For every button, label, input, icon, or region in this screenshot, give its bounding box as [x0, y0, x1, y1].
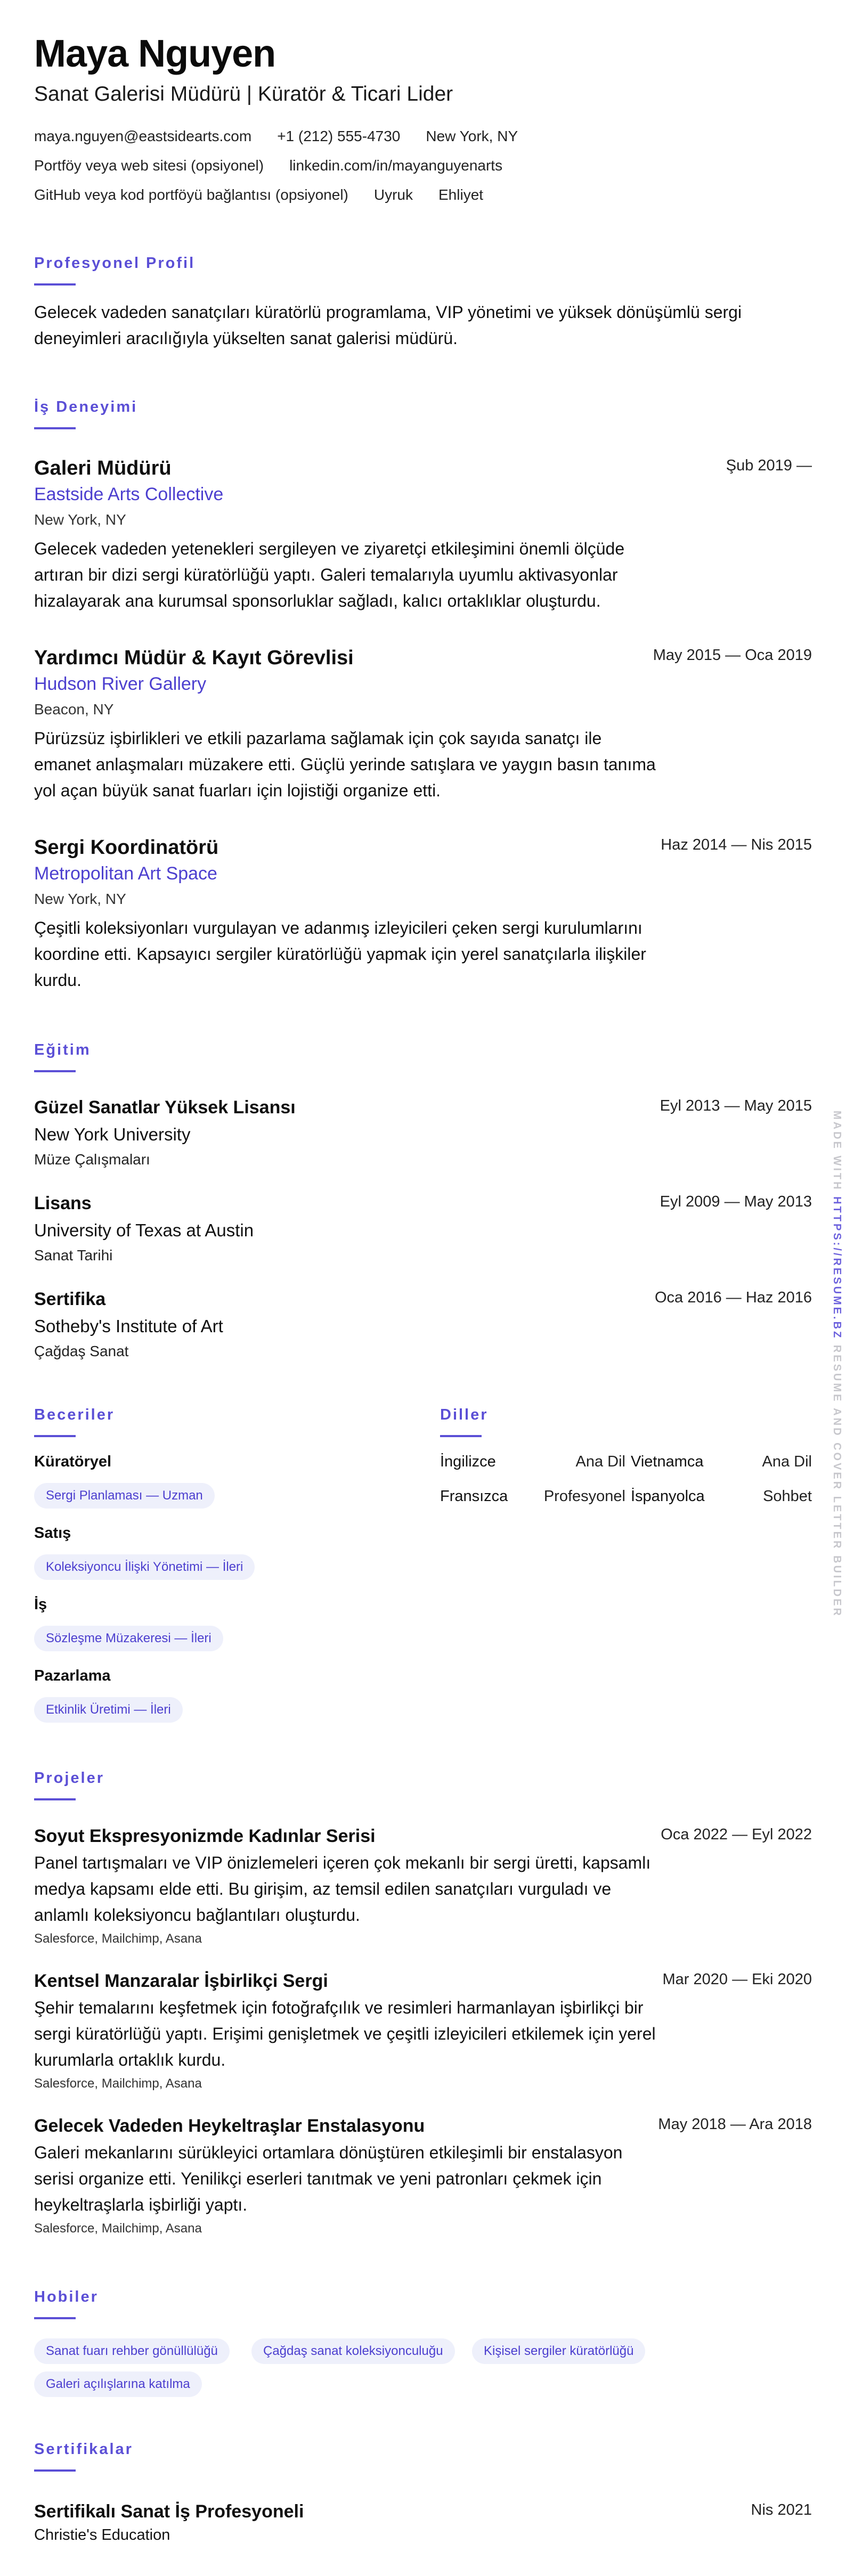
email-link[interactable]: maya.nguyen@eastsidearts.com [34, 128, 252, 144]
hobby-chip: Kişisel sergiler küratörlüğü [472, 2338, 645, 2364]
contact-row-primary [34, 128, 518, 145]
degree-title: Sertifika [34, 1289, 106, 1309]
section-rule [34, 283, 76, 286]
language-name: İspanyolca [631, 1488, 705, 1505]
section-rule [34, 2469, 76, 2472]
section-title-hobbies: Hobiler [34, 2288, 99, 2305]
section-rule [34, 427, 76, 429]
watermark-prefix: MADE WITH [831, 1111, 843, 1192]
job-location: New York, NY [34, 891, 126, 907]
certification-date: Nis 2021 [751, 2501, 812, 2518]
section-title-experience: İş Deneyimi [34, 398, 138, 415]
phone-number[interactable]: +1 (212) 555-4730 [277, 128, 401, 144]
section-rule [440, 1435, 482, 1437]
project-description: Panel tartışmaları ve VIP önizlemeleri içeren çok mekanlı bir sergi üretti, kapsamlı medya kapsamı elde etti. Bu girişim, az temsil edilen sanatçıları vurguladı ve anlamlı koleksiyoncu bağlantıları oluşturdu. [34, 1853, 651, 1925]
project-item [34, 2116, 812, 2236]
watermark-suffix: RESUME AND COVER LETTER BUILDER [831, 1344, 843, 1618]
school-name: Sotheby's Institute of Art [34, 1316, 223, 1336]
degree-title: Güzel Sanatlar Yüksek Lisansı [34, 1097, 296, 1118]
language-level: Sohbet [763, 1488, 812, 1505]
profile-summary: Gelecek vadeden sanatçıları küratörlü programlama, VIP yönetimi ve yüksek dönüşümlü sergi deneyimleri aracılığıyla yükselten sanat galerisi müdürü. [34, 303, 742, 348]
project-dates: Mar 2020 — Eki 2020 [662, 1971, 812, 1988]
job-location: Beacon, NY [34, 701, 114, 718]
language-level: Ana Dil [762, 1453, 812, 1470]
certification-issuer: Christie's Education [34, 2526, 170, 2544]
skill-chip: Koleksiyoncu İlişki Yönetimi — İleri [34, 1554, 255, 1580]
job-description: Gelecek vadeden yetenekleri sergileyen ve ziyaretçi etkileşimini önemli ölçüde artıran bir dizi sergi küratörlüğü yaptı. Galeri temalarıyla uyumlu aktivasyonlar hizalayarak ana kurumsal sponsorluklar sağladı, kalıcı ortaklıklar oluşturdu. [34, 539, 625, 610]
github-link[interactable]: GitHub veya kod portföyü bağlantısı (opsiyonel) [34, 186, 348, 203]
field-of-study: Müze Çalışmaları [34, 1151, 150, 1168]
education-item [34, 1193, 812, 1264]
skill-category: Satış [34, 1525, 71, 1542]
language-name: Vietnamca [631, 1453, 704, 1470]
project-title: Gelecek Vadeden Heykeltraşlar Enstalasyonu [34, 2116, 425, 2136]
skill-chip: Sergi Planlaması — Uzman [34, 1483, 215, 1509]
section-title-education: Eğitim [34, 1041, 91, 1058]
company-name: Eastside Arts Collective [34, 484, 224, 504]
job-dates: May 2015 — Oca 2019 [653, 647, 812, 664]
field-of-study: Çağdaş Sanat [34, 1343, 129, 1359]
education-dates: Eyl 2009 — May 2013 [660, 1193, 812, 1210]
project-title: Kentsel Manzaralar İşbirlikçi Sergi [34, 1971, 328, 1991]
project-description: Şehir temalarını keşfetmek için fotoğrafçılık ve resimleri harmanlayan işbirlikçi bir sergi küratörlüğü yaptı. Erişimi genişletmek ve çeşitli izleyicileri etkilemek için yerel kurumlarla ortaklık kurdu. [34, 1998, 656, 2069]
section-rule [34, 1798, 76, 1800]
certification-name: Sertifikalı Sanat İş Profesyoneli [34, 2501, 304, 2522]
company-name: Metropolitan Art Space [34, 863, 217, 884]
job-title: Yardımcı Müdür & Kayıt Görevlisi [34, 647, 354, 669]
skill-category: Küratöryel [34, 1453, 112, 1470]
contact-row-links [34, 157, 502, 174]
section-rule [34, 2317, 76, 2319]
section-title-projects: Projeler [34, 1770, 104, 1787]
hobby-chip: Galeri açılışlarına katılma [34, 2371, 202, 2397]
candidate-headline: Sanat Galerisi Müdürü | Küratör & Ticari Lider [34, 83, 453, 105]
section-title-languages: Diller [440, 1406, 489, 1423]
project-item [34, 1971, 812, 2091]
section-rule [34, 1435, 76, 1437]
job-location: New York, NY [34, 511, 126, 528]
section-title-profile: Profesyonel Profil [34, 255, 196, 272]
language-name: Fransızca [440, 1488, 508, 1505]
experience-item [34, 647, 812, 804]
section-title-skills: Beceriler [34, 1406, 115, 1423]
job-description: Pürüzsüz işbirlikleri ve etkili pazarlama sağlamak için çok sayıda sanatçı ile emanet anlaşmaları müzakere etti. Güçlü yerinde satışlara ve yaygın basın tanıma yol açan büyük sanat fuarları için lojistiği organize etti. [34, 729, 656, 800]
project-tools: Salesforce, Mailchimp, Asana [34, 2221, 202, 2236]
education-dates: Eyl 2013 — May 2015 [660, 1097, 812, 1114]
skill-chip: Sözleşme Müzakeresi — İleri [34, 1626, 223, 1651]
project-title: Soyut Ekspresyonizmde Kadınlar Serisi [34, 1826, 376, 1846]
experience-item [34, 836, 812, 993]
school-name: New York University [34, 1124, 191, 1144]
job-title: Galeri Müdürü [34, 457, 172, 479]
project-item [34, 1826, 812, 1946]
skill-chip: Etkinlik Üretimi — İleri [34, 1697, 183, 1723]
skill-category: İş [34, 1596, 47, 1613]
company-name: Hudson River Gallery [34, 674, 207, 694]
location-text: New York, NY [426, 128, 518, 144]
license-text: Ehliyet [438, 186, 484, 203]
language-name: İngilizce [440, 1453, 496, 1470]
skill-category: Pazarlama [34, 1667, 111, 1684]
contact-row-extra [34, 186, 483, 203]
project-dates: Oca 2022 — Eyl 2022 [661, 1826, 812, 1843]
section-title-certifications: Sertifikalar [34, 2441, 133, 2458]
job-description: Çeşitli koleksiyonları vurgulayan ve adanmış izleyicileri çeken sergi kurulumlarını koordine etti. Kapsayıcı sergiler küratörlüğü yapmak için yerel sanatçılarla ilişkiler kurdu. [34, 918, 646, 990]
project-description: Galeri mekanlarını sürükleyici ortamlara dönüştüren etkileşimli bir enstalasyon serisi organize etti. Yenilikçi eserleri tanıtmak ve yeni patronları çekmek için heykeltraşlarla işbirliği yaptı. [34, 2143, 623, 2214]
project-tools: Salesforce, Mailchimp, Asana [34, 2076, 202, 2091]
portfolio-link[interactable]: Portföy veya web sitesi (opsiyonel) [34, 157, 264, 174]
certification-item [34, 2501, 812, 2544]
education-dates: Oca 2016 — Haz 2016 [654, 1289, 812, 1306]
watermark-link[interactable]: HTTPS://RESUME.BZ [831, 1196, 843, 1340]
field-of-study: Sanat Tarihi [34, 1247, 113, 1263]
linkedin-link[interactable]: linkedin.com/in/mayanguyenarts [289, 157, 503, 174]
education-item [34, 1097, 812, 1168]
hobby-chip: Sanat fuarı rehber gönüllülüğü [34, 2338, 230, 2364]
school-name: University of Texas at Austin [34, 1220, 254, 1240]
job-dates: Şub 2019 — [726, 457, 812, 474]
builder-watermark [829, 1111, 845, 1618]
section-rule [34, 1070, 76, 1072]
job-dates: Haz 2014 — Nis 2015 [661, 836, 812, 853]
project-tools: Salesforce, Mailchimp, Asana [34, 1931, 202, 1946]
project-dates: May 2018 — Ara 2018 [658, 2116, 812, 2133]
education-item [34, 1289, 812, 1360]
nationality-text: Uyruk [373, 186, 413, 203]
language-level: Profesyonel [543, 1488, 625, 1505]
candidate-name: Maya Nguyen [34, 32, 276, 75]
job-title: Sergi Koordinatörü [34, 836, 219, 859]
degree-title: Lisans [34, 1193, 92, 1213]
hobby-chip: Çağdaş sanat koleksiyonculuğu [251, 2338, 455, 2364]
experience-item [34, 457, 812, 614]
language-level: Ana Dil [575, 1453, 625, 1470]
